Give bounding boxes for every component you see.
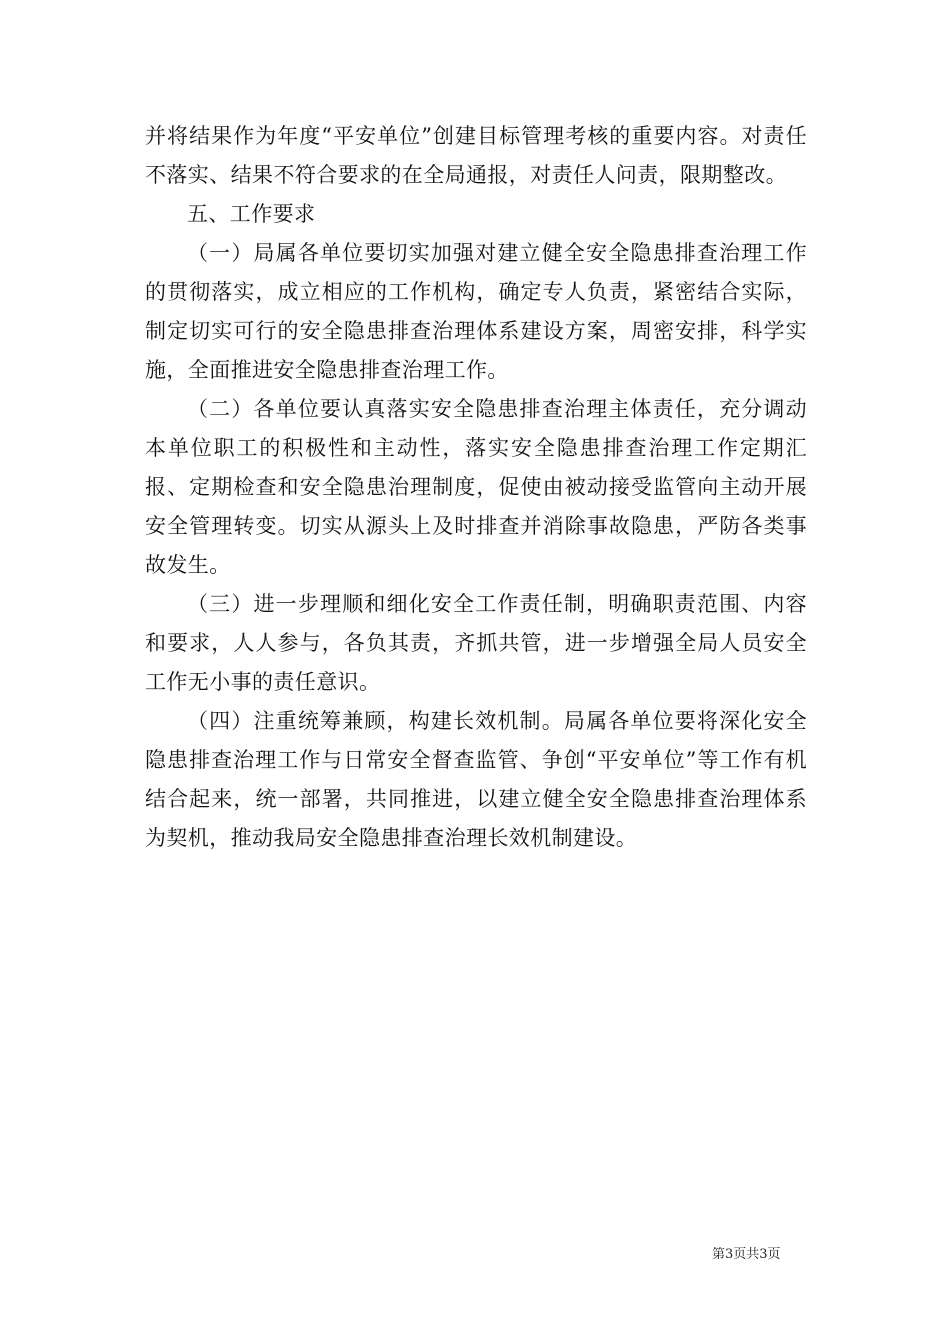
paragraph-requirement-4: （四）注重统筹兼顾，构建长效机制。局属各单位要将深化安全隐患排查治理工作与日常安全督查监管、争创“平安单位”等工作有机结合起来，统一部署，共同推进，以建立健全安全隐患排查治理体系为契机，推动我局安全隐患排查治理长效机制建设。 xyxy=(145,709,807,850)
page-number-footer xyxy=(712,1245,832,1265)
page-number-label: 第3页共3页 xyxy=(712,1247,781,1262)
paragraph-continuation: 并将结果作为年度“平安单位”创建目标管理考核的重要内容。对责任不落实、结果不符合要求的在全局通报，对责任人问责，限期整改。 xyxy=(145,124,807,187)
section-heading-work-requirements: 五、工作要求 xyxy=(187,202,316,226)
document-body xyxy=(145,117,807,858)
paragraph-requirement-1: （一）局属各单位要切实加强对建立健全安全隐患排查治理工作的贯彻落实，成立相应的工作机构，确定专人负责，紧密结合实际，制定切实可行的安全隐患排查治理体系建设方案，周密安排，科学实施，全面推进安全隐患排查治理工作。 xyxy=(145,241,807,382)
paragraph-requirement-2: （二）各单位要认真落实安全隐患排查治理主体责任，充分调动本单位职工的积极性和主动性，落实安全隐患排查治理工作定期汇报、定期检查和安全隐患治理制度，促使由被动接受监管向主动开展安全管理转变。切实从源头上及时排查并消除事故隐患，严防各类事故发生。 xyxy=(145,397,807,577)
paragraph-requirement-3: （三）进一步理顺和细化安全工作责任制，明确职责范围、内容和要求，人人参与，各负其责，齐抓共管，进一步增强全局人员安全工作无小事的责任意识。 xyxy=(145,592,807,694)
